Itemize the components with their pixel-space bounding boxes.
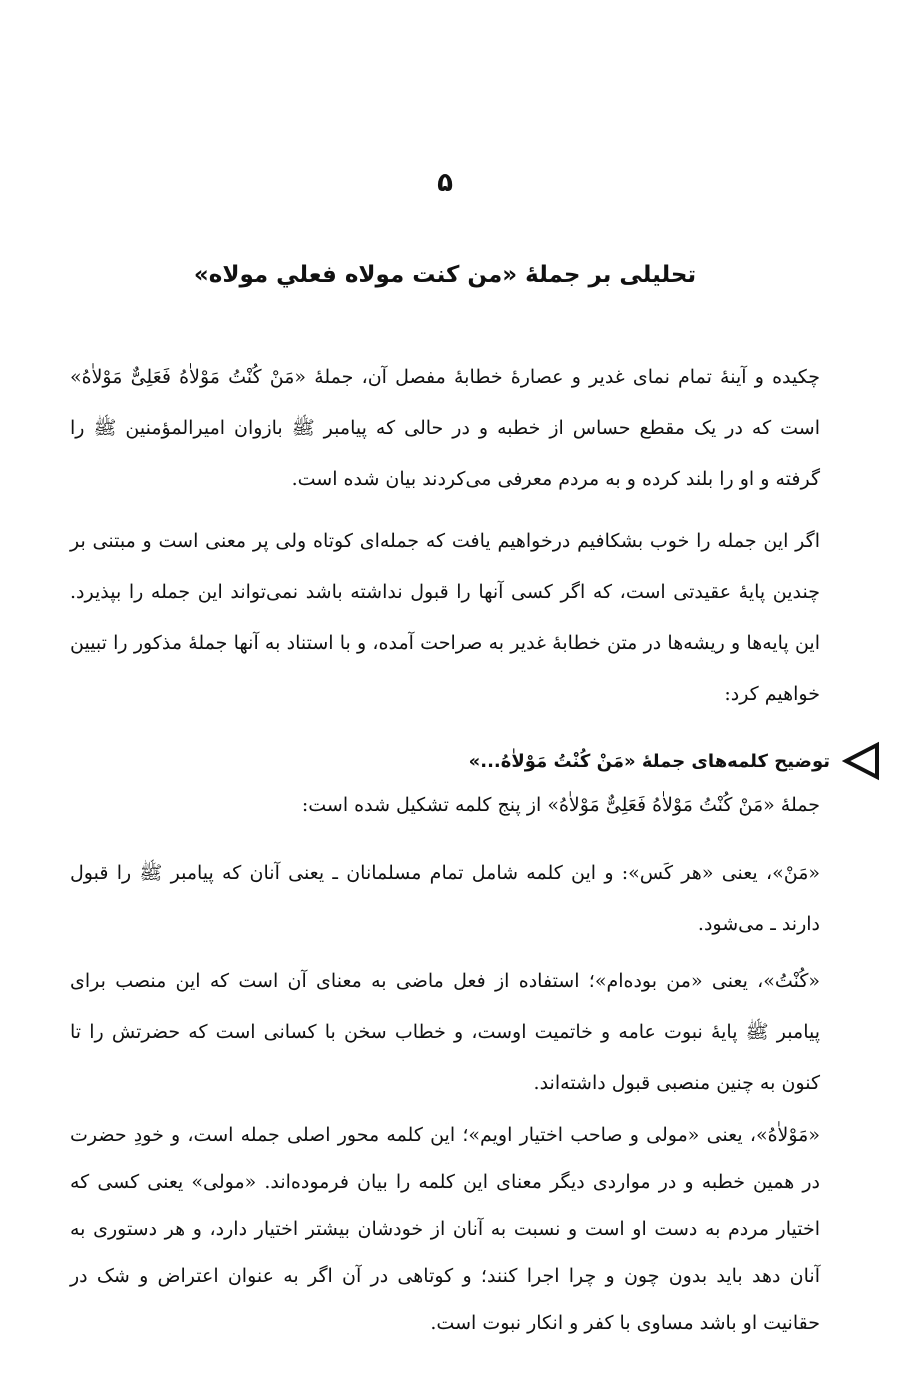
definition-man: «مَنْ»، یعنی «هر کَس»: و این کلمه شامل تمام مسلمانان ـ یعنی آنان که پیامبر ﷺ را قبول دارند ـ می‌شود. (70, 862, 820, 935)
analysis-paragraph: اگر این جمله را خوب بشکافیم درخواهیم یافت که جمله‌ای کوتاه ولی پر معنی است و مبتنی بر چندین پایهٔ عقیدتی است، که اگر کسی آنها را قبول نداشته باشد نمی‌تواند این جمله را بپذیرد. این پایه‌ها و ریشه‌ها در متن خطابهٔ غدیر به صراحت آمده، و با استناد به آنها جملهٔ مذکور را تبیین خواهیم کرد: (70, 530, 820, 705)
section-heading-text: توضیح کلمه‌های جملهٔ «مَنْ کُنْتُ مَوْلاٰهُ...» (468, 750, 830, 772)
section-subtext: جملهٔ «مَنْ کُنْتُ مَوْلاٰهُ فَعَلِیٌّ مَوْلاٰهُ» از پنج کلمه تشکیل شده است: (301, 794, 820, 816)
section-word-explanation (70, 738, 830, 826)
section-heading (70, 738, 880, 784)
document-page (70, 0, 830, 1393)
triangle-marker-icon (842, 741, 880, 781)
chapter-title: تحلیلی بر جملهٔ «من کنت مولاه فعلي مولاه» (193, 262, 697, 288)
chapter-number: ۵ (437, 168, 453, 198)
intro-paragraph: چکیده و آینهٔ تمام نمای غدیر و عصارهٔ خطابهٔ مفصل آن، جملهٔ «مَنْ کُنْتُ مَوْلاٰهُ فَعَلِیٌّ مَوْلاٰهُ» است که در یک مقطع حساس از خطبه و در حالی که پیامبر ﷺ بازوان امیرالمؤمنین ﷺ را گرفته و او را بلند کرده و به مردم معرفی می‌کردند بیان شده است. (70, 366, 820, 490)
definition-kuntu: «کُنْتُ»، یعنی «من بوده‌ام»؛ استفاده از فعل ماضی به معنای آن است که این منصب برای پیامبر ﷺ پایهٔ نبوت عامه و خاتمیت اوست، و خطاب سخن با کسانی است که حضرتش را تا کنون به چنین منصبی قبول داشته‌اند. (70, 970, 820, 1094)
definition-mawlahu: «مَوْلاٰهُ»، یعنی «مولی و صاحب اختیار اویم»؛ این کلمه محور اصلی جمله است، و خودِ حضرت در همین خطبه و در مواردی دیگر معنای این کلمه را بیان فرموده‌اند. «مولی» یعنی کسی که اختیار مردم به دست او است و نسبت به آنان از خودشان بیشتر اختیار دارد، و هر دستوری به آنان دهد باید بدون چون و چرا اجرا کنند؛ و کوتاهی در آن اگر به عنوان اعتراض و شک در حقانیت او باشد مساوی با کفر و انکار نبوت است. (70, 1124, 820, 1334)
